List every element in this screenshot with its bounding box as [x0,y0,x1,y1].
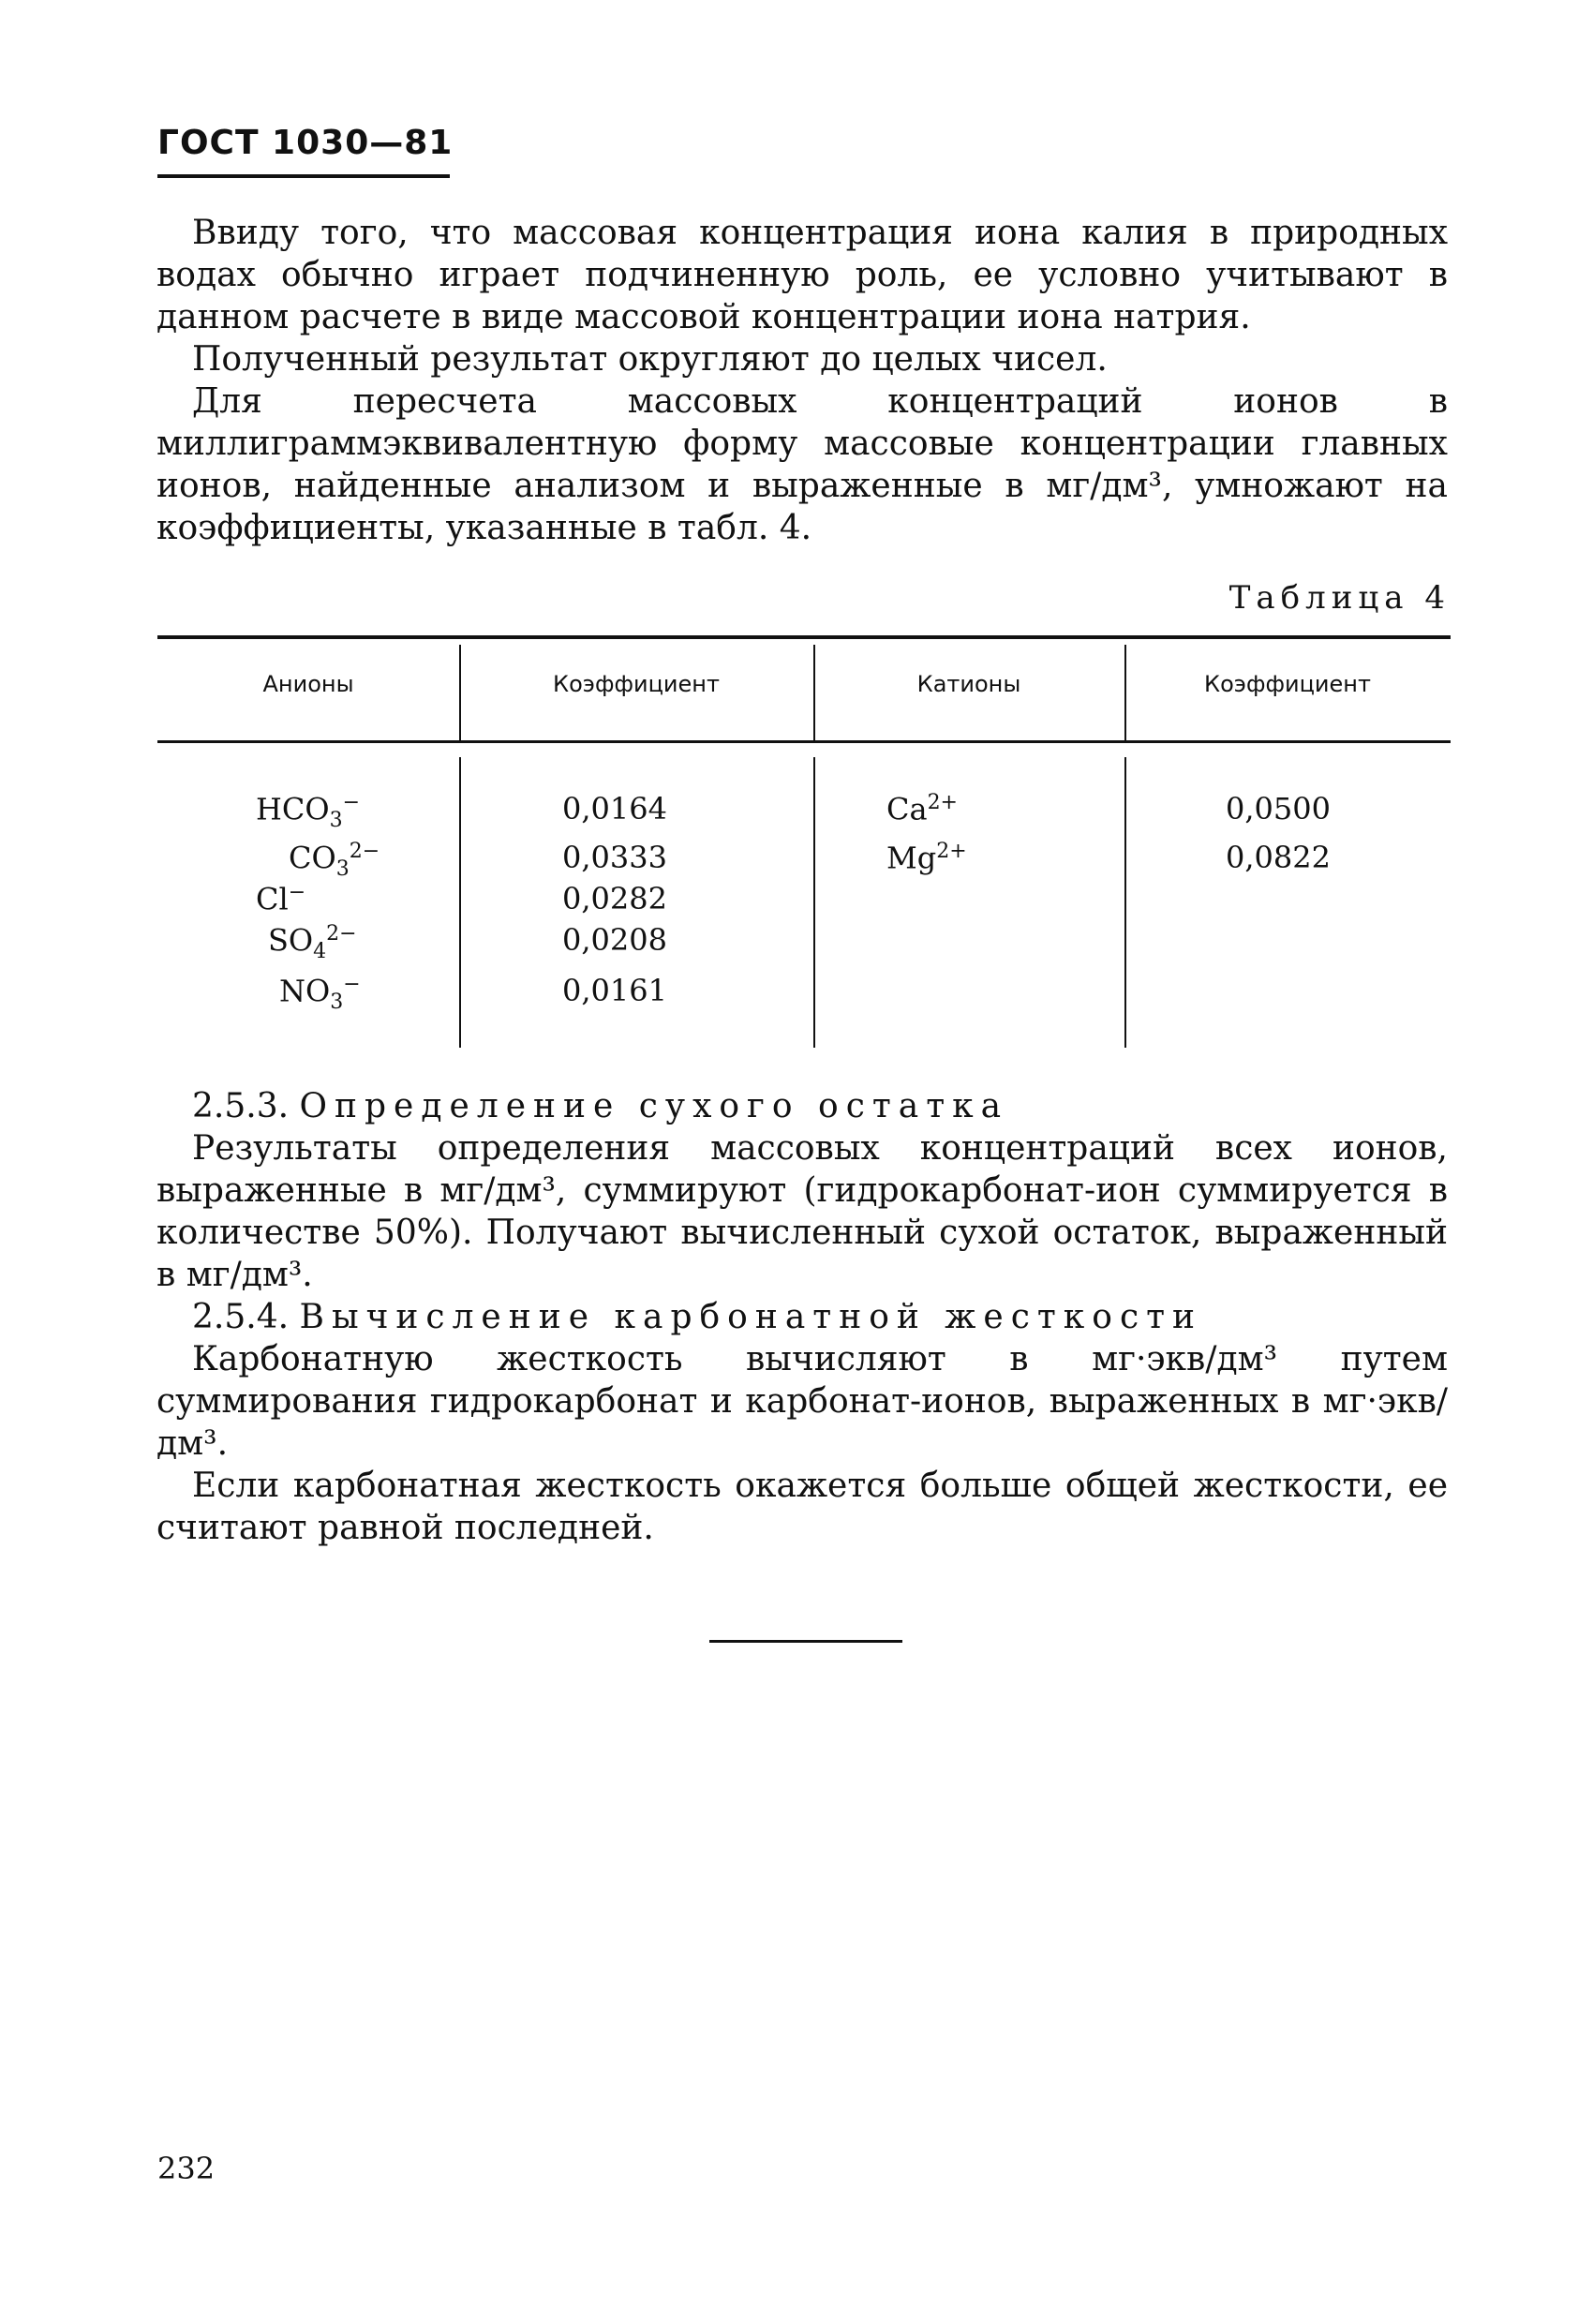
section-254-text-1: Карбонатную жесткость вычисляют в мг·экв/дм³ путем суммирования гидрокарбонат и карбонат-ионов, выраженных в мг·экв/дм³. [156,1340,1448,1463]
table-top-rule [157,635,1451,639]
section-253-text: Результаты определения массовых концентраций всех ионов, выраженные в мг/дм³, суммируют (гидрокарбонат-ион суммируется в количестве 50%). Получают вычисленный сухой остаток, выраженный в мг/дм³. [156,1129,1448,1294]
section-254-title: Вычисление карбонатной жесткости [299,1298,1203,1336]
cation-magnesium: $Mg^{2+}$ [886,840,967,876]
table-divider [813,757,815,1048]
section-254-heading [192,1296,1448,1338]
section-254-text-2: Если карбонатная жесткость окажется больше общей жесткости, ее считают равной последней. [156,1467,1448,1547]
section-dry-residue [156,1085,1448,1549]
section-253-heading [192,1085,1448,1127]
paragraph-rounding: Полученный результат округляют до целых чисел. [192,340,1108,379]
table-divider [459,757,461,1048]
cation-calcium: $Ca^{2+}$ [886,791,958,827]
table-divider [1124,757,1126,1048]
header-coef-cations: Коэффициент [1204,671,1371,697]
anion-sulfate: $SO_4^{2-}$ [268,922,357,964]
anion-nitrate: $NO_3^-$ [279,973,361,1015]
intro-text [156,212,1448,549]
section-253-number: 2.5.3. [192,1087,290,1125]
header-cations: Катионы [916,671,1021,697]
page-number: 232 [157,2151,216,2186]
standard-header: ГОСТ 1030—81 [157,124,454,162]
coef-carbonate: 0,0333 [562,840,667,875]
coef-bicarbonate: 0,0164 [562,791,667,827]
table-caption: Таблица 4 [1228,579,1451,617]
anion-carbonate: $CO_3^{2-}$ [289,840,380,882]
anion-bicarbonate: $HCO_3^-$ [256,791,361,833]
coef-sulfate: 0,0208 [562,922,667,958]
table-header-rule [157,740,1451,743]
coef-calcium: 0,0500 [1226,791,1331,827]
section-253-title: Определение сухого остатка [299,1087,1009,1125]
end-rule [709,1640,902,1643]
coef-chloride: 0,0282 [562,881,667,916]
header-anions: Анионы [262,671,354,697]
coef-magnesium: 0,0822 [1226,840,1331,875]
section-254-number: 2.5.4. [192,1298,290,1336]
header-rule [157,174,450,178]
coef-nitrate: 0,0161 [562,973,667,1008]
paragraph-potassium: Ввиду того, что массовая концентрация иона калия в природных водах обычно играет подчиненную роль, ее условно учитывают в данном расчете в виде массовой концентрации иона натрия. [156,214,1448,336]
header-coef-anions: Коэффициент [553,671,720,697]
anion-chloride: Cl− [256,881,306,917]
paragraph-conversion: Для пересчета массовых концентраций ионов в миллиграммэквивалентную форму массовые концентрации главных ионов, найденные анализом и выраженные в мг/дм³, умножают на коэффициенты, указанные в табл. 4. [156,382,1448,547]
